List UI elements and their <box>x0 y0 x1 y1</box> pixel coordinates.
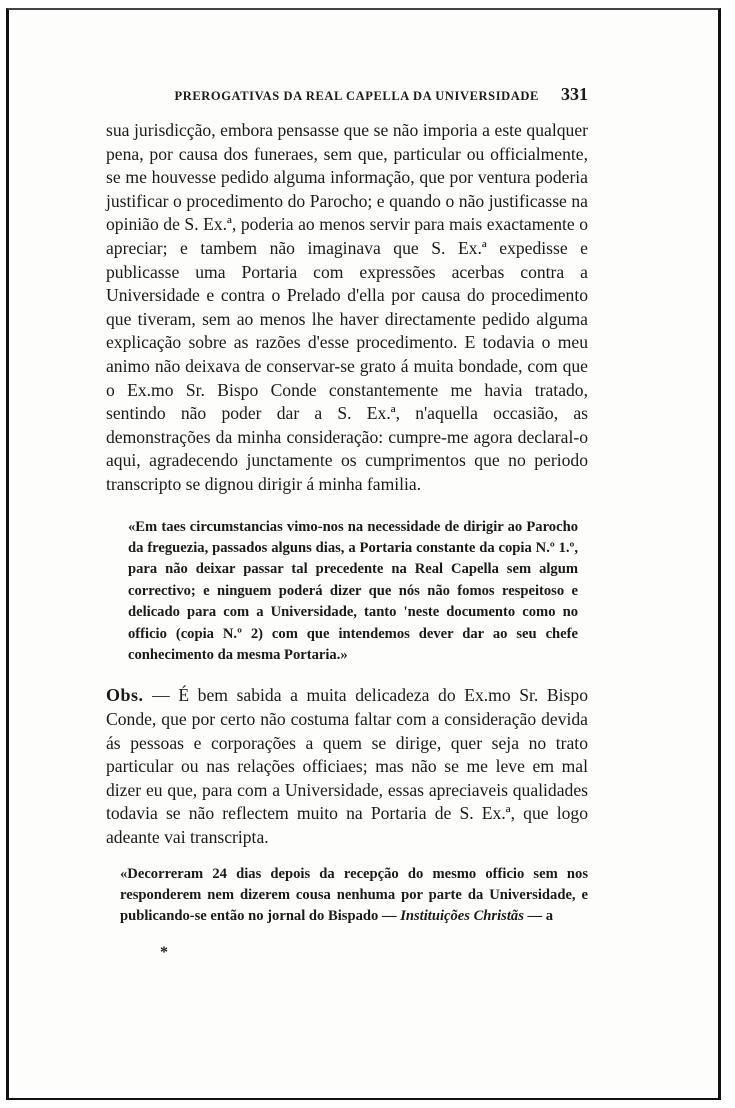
running-header <box>106 84 588 105</box>
quote-text-2 <box>120 864 588 928</box>
journal-title: Instituições Christãs <box>400 908 524 925</box>
obs-text: — É bem sabida a muita delicadeza do Ex.mo Sr. Bispo Conde, que por certo não costuma faltar com a consideração devida ás pessoas e corporações a quem se dirige, quer seja no trato particular ou nas relações officiaes; mas não se me leve em mal dizer eu que, para com a Universidade, essas apreciaveis qualidades todavia se não reflectem muito na Portaria de S. Ex.ª, que logo adeante vai transcripta. <box>106 685 588 847</box>
quoted-passage-1 <box>128 517 578 667</box>
quote-2-tail: — a <box>523 908 554 925</box>
page-content <box>106 84 588 928</box>
running-title: PREROGATIVAS DA REAL CAPELLA DA UNIVERSIDADE <box>174 89 539 103</box>
quote-text-1: «Em taes circumstancias vimo-nos na necessidade de dirigir ao Parocho da freguezia, passados alguns dias, a Portaria constante da copia N.º 1.º, para não deixar passar tal precedente na Real Capella sem algum correctivo; e ninguem poderá dizer que nós não fomos respeitoso e delicado para com a Universidade, tanto 'neste documento como no officio (copia N.º 2) com que intendemos dever dar ao seu chefe conhecimento da mesma Portaria.» <box>128 518 578 663</box>
signature-mark: * <box>160 944 168 961</box>
observation-paragraph <box>106 684 588 849</box>
obs-label: Obs. <box>106 685 144 706</box>
quote-2-lead: «Decorreram 24 dias depois da recepção do mesmo officio sem nos responderem nem dizerem cousa nenhuma por parte da Universidade, e publicando-se então no jornal do Bispado — <box>120 865 588 925</box>
paragraph-main: sua jurisdicção, embora pensasse que se não imporia a este qualquer pena, por causa dos funeraes, sem que, particular ou officialmente, se me houvesse pedido alguma informação, que por ventura poderia justificar o procedimento do Parocho; e quando o não justificasse na opinião de S. Ex.ª, poderia ao menos servir para mais exactamente o apreciar; e tambem não imaginava que S. Ex.ª expedisse e publicasse uma Portaria com expressões acerbas contra a Universidade e contra o Prelado d'ella por causa do procedimento que tiveram, sem ao menos lhe haver directamente pedido alguma explicação sobre as razões d'esse procedimento. E todavia o meu animo não deixava de conservar-se grato á muita bondade, com que o Ex.mo Sr. Bispo Conde constantemente me havia tratado, sentindo não poder dar a S. Ex.ª, n'aquella occasião, as demonstrações da minha consideração: cumpre-me agora declaral-o aqui, agradecendo junctamente os cumprimentos que no periodo transcripto se dignou dirigir á minha familia. <box>106 120 588 494</box>
quoted-passage-2 <box>120 864 588 928</box>
page-number: 331 <box>561 84 588 104</box>
